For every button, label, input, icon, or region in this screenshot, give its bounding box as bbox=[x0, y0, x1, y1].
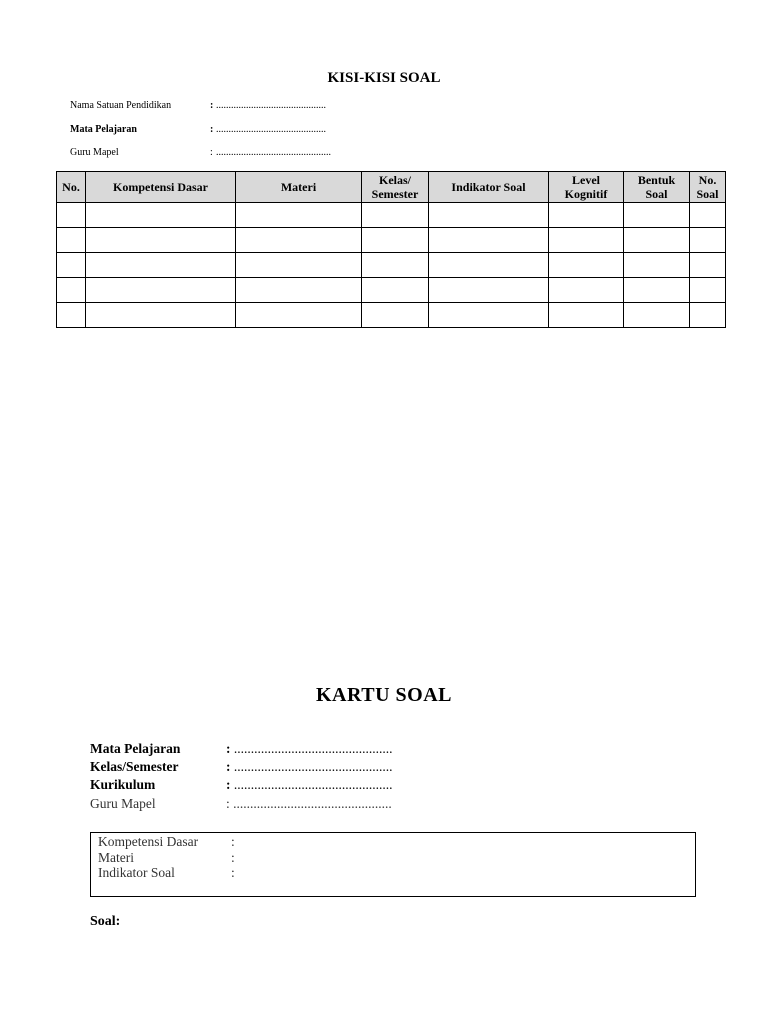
table-cell[interactable] bbox=[624, 278, 690, 303]
kartu-field-kurikulum bbox=[90, 777, 393, 793]
table-cell[interactable] bbox=[690, 228, 726, 253]
table-cell[interactable] bbox=[57, 303, 86, 328]
table-cell[interactable] bbox=[549, 228, 624, 253]
table-cell[interactable] bbox=[549, 203, 624, 228]
field-guru-mapel bbox=[70, 147, 331, 158]
table-cell[interactable] bbox=[429, 203, 549, 228]
table-cell[interactable] bbox=[690, 278, 726, 303]
table-cell[interactable] bbox=[236, 303, 362, 328]
kartu-field-mata-pelajaran bbox=[90, 741, 393, 757]
table-cell[interactable] bbox=[236, 278, 362, 303]
field-colon: : bbox=[210, 100, 214, 111]
table-cell[interactable] bbox=[236, 228, 362, 253]
table-cell[interactable] bbox=[429, 278, 549, 303]
box-row-label: Indikator Soal bbox=[98, 865, 175, 880]
field-dots: .............................................. bbox=[216, 147, 331, 158]
field-label: Kurikulum bbox=[90, 777, 156, 792]
field-colon: : bbox=[226, 777, 231, 792]
header-kompetensi-dasar: Kompetensi Dasar bbox=[86, 172, 236, 203]
table-row bbox=[57, 253, 726, 278]
soal-label: Soal: bbox=[90, 914, 121, 929]
box-row-colon: : bbox=[231, 865, 235, 880]
table-cell[interactable] bbox=[86, 253, 236, 278]
header-no: No. bbox=[57, 172, 86, 203]
box-row-colon: : bbox=[231, 850, 235, 865]
table-cell[interactable] bbox=[236, 253, 362, 278]
table-cell[interactable] bbox=[429, 303, 549, 328]
box-row-colon: : bbox=[231, 834, 235, 849]
kisi-kisi-title: KISI-KISI SOAL bbox=[327, 70, 441, 86]
field-dots: ............................................ bbox=[216, 100, 326, 111]
table-row bbox=[57, 303, 726, 328]
field-label: Nama Satuan Pendidikan bbox=[70, 100, 172, 111]
table-cell[interactable] bbox=[236, 203, 362, 228]
table-cell[interactable] bbox=[86, 278, 236, 303]
table-cell[interactable] bbox=[549, 278, 624, 303]
field-colon: : bbox=[226, 741, 231, 756]
table-cell[interactable] bbox=[86, 303, 236, 328]
table-cell[interactable] bbox=[57, 253, 86, 278]
table-row bbox=[57, 203, 726, 228]
table-cell[interactable] bbox=[57, 203, 86, 228]
table-cell[interactable] bbox=[690, 253, 726, 278]
box-row-kompetensi-dasar bbox=[98, 834, 235, 850]
table-row bbox=[57, 228, 726, 253]
field-dots: ............................................... bbox=[233, 777, 393, 792]
table-cell[interactable] bbox=[362, 303, 429, 328]
box-row-label: Materi bbox=[98, 850, 134, 865]
field-dots: ............................................... bbox=[233, 796, 392, 811]
header-indikator-soal: Indikator Soal bbox=[429, 172, 549, 203]
box-row-label: Kompetensi Dasar bbox=[98, 834, 199, 849]
table-cell[interactable] bbox=[362, 278, 429, 303]
table-cell[interactable] bbox=[57, 228, 86, 253]
table-cell[interactable] bbox=[624, 303, 690, 328]
table-cell[interactable] bbox=[549, 303, 624, 328]
table-cell[interactable] bbox=[429, 253, 549, 278]
table-header-row bbox=[57, 172, 726, 203]
table-cell[interactable] bbox=[86, 203, 236, 228]
field-colon: : bbox=[210, 124, 214, 135]
table-cell[interactable] bbox=[624, 203, 690, 228]
field-mata-pelajaran bbox=[70, 124, 326, 135]
kisi-kisi-table bbox=[56, 171, 726, 328]
header-bentuk-soal: Bentuk Soal bbox=[624, 172, 690, 203]
table-row bbox=[57, 278, 726, 303]
kartu-field-kelas-semester bbox=[90, 759, 393, 775]
table-cell[interactable] bbox=[690, 203, 726, 228]
header-materi: Materi bbox=[236, 172, 362, 203]
kartu-soal-info-box bbox=[90, 832, 696, 897]
table-cell[interactable] bbox=[362, 253, 429, 278]
header-level-kognitif: Level Kognitif bbox=[549, 172, 624, 203]
field-dots: ............................................... bbox=[233, 759, 393, 774]
table-cell[interactable] bbox=[362, 203, 429, 228]
header-kelas-semester: Kelas/ Semester bbox=[362, 172, 429, 203]
field-nama-satuan-pendidikan bbox=[70, 100, 326, 111]
field-colon: : bbox=[210, 147, 213, 158]
field-label: Guru Mapel bbox=[70, 147, 119, 158]
table-cell[interactable] bbox=[429, 228, 549, 253]
table-cell[interactable] bbox=[624, 253, 690, 278]
field-label: Mata Pelajaran bbox=[70, 124, 137, 135]
table-cell[interactable] bbox=[549, 253, 624, 278]
field-dots: ............................................... bbox=[233, 741, 393, 756]
table-cell[interactable] bbox=[57, 278, 86, 303]
box-row-indikator-soal bbox=[98, 865, 235, 881]
field-dots: ............................................ bbox=[216, 124, 326, 135]
kartu-field-guru-mapel bbox=[90, 796, 392, 812]
box-row-materi bbox=[98, 850, 235, 866]
field-label: Kelas/Semester bbox=[90, 759, 179, 774]
table-cell[interactable] bbox=[362, 228, 429, 253]
header-no-soal: No. Soal bbox=[690, 172, 726, 203]
field-label: Mata Pelajaran bbox=[90, 741, 181, 756]
table-cell[interactable] bbox=[86, 228, 236, 253]
field-colon: : bbox=[226, 796, 230, 811]
field-label: Guru Mapel bbox=[90, 796, 156, 811]
field-colon: : bbox=[226, 759, 231, 774]
kartu-soal-title: KARTU SOAL bbox=[316, 684, 452, 706]
table-cell[interactable] bbox=[624, 228, 690, 253]
table-cell[interactable] bbox=[690, 303, 726, 328]
